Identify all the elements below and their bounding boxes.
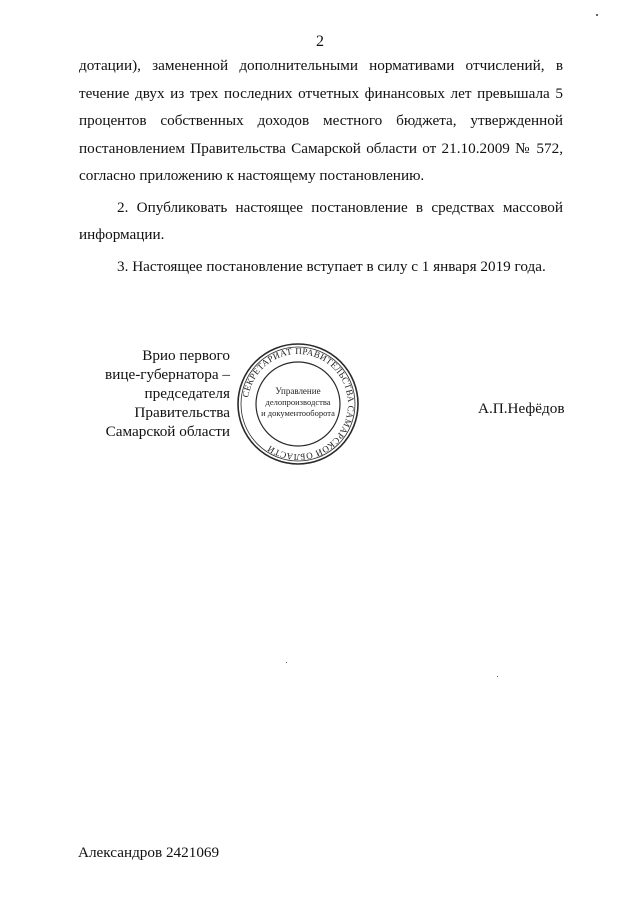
scan-speck (497, 676, 498, 677)
paragraph-effective-date: 3. Настоящее постановление вступает в силу с 1 января 2019 года. (117, 257, 546, 275)
scan-speck (286, 662, 287, 663)
signatory-title-line: Врио первого (142, 347, 230, 364)
stamp-ring-text: СЕКРЕТАРИАТ ПРАВИТЕЛЬСТВА САМАРСКОЙ ОБЛАСТИ (240, 345, 357, 463)
paragraph-publish: 2. Опубликовать настоящее постановление в средствах массовой информации. (79, 198, 563, 243)
signatory-title-line: председателя Правительства (134, 385, 230, 421)
document-body (79, 52, 563, 280)
scan-speck (596, 14, 598, 16)
signatory-title-line: вице-губернатора – (105, 366, 230, 383)
paragraph-continuation: дотации), замененной дополнительными нормативами отчислений, в течение двух из трех последних отчетных финансовых лет превышала 5 процентов собственных доходов местного бюджета, утвержденной постановлением Правительства Самарской области от 21.10.2009 № 572, согласно приложению к настоящему постановлению. (79, 57, 563, 184)
stamp-center-line: Управление (275, 386, 321, 396)
page-number: 2 (316, 33, 324, 50)
signatory-title-line: Самарской области (105, 423, 230, 440)
executor-note: Александров 2421069 (78, 844, 220, 861)
signatory-name: А.П.Нефёдов (478, 400, 565, 417)
signatory-title (70, 346, 230, 441)
stamp-center-line: делопроизводства (265, 397, 331, 407)
stamp-center-line: и документооборота (261, 408, 335, 418)
official-stamp (236, 342, 360, 466)
